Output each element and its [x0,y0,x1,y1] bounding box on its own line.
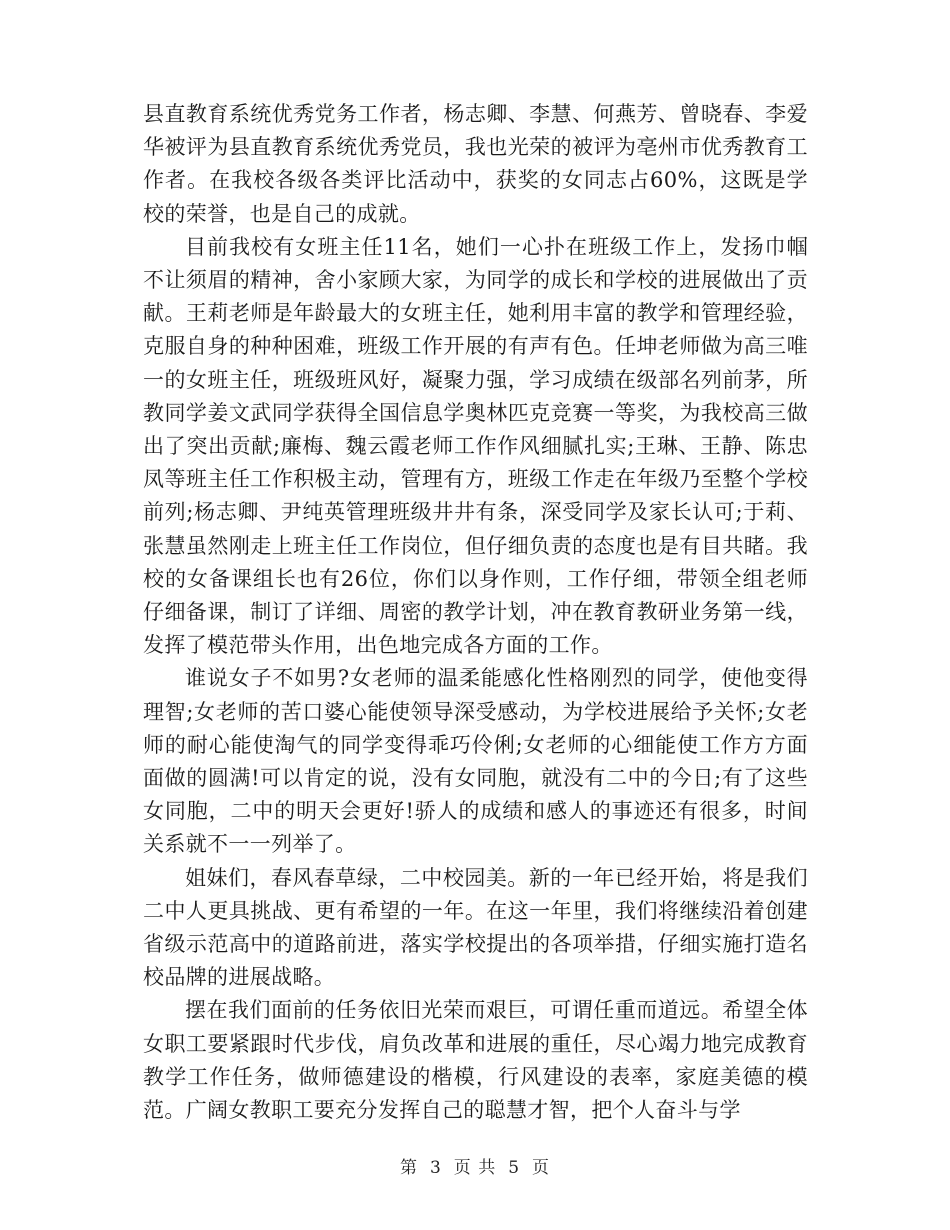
page-label-suffix: 页 [532,1158,551,1178]
page-label-middle: 页 共 [453,1158,497,1178]
total-pages: 5 [508,1158,521,1178]
paragraph-new-year: 姐妹们，春风春草绿，二中校园美。新的一年已经开始，将是我们二中人更具挑战、更有希望的一年。在这一年里，我们将继续沿着创建省级示范高中的道路前进，落实学校提出的各项举措，仔细实施打造名校品牌的进展战略。 [143,865,808,990]
page-number: 3 [429,1158,442,1178]
page-label-prefix: 第 [399,1158,418,1178]
paragraph-tasks-ahead: 摆在我们面前的任务依旧光荣而艰巨，可谓任重而道远。希望全体女职工要紧跟时代步伐，肩负改革和进展的重任，尽心竭力地完成教育教学工作任务，做师德建设的楷模，行风建设的表率，家庭美德的模范。广阔女教职工要充分发挥自己的聪慧才智，把个人奋斗与学 [143,998,808,1123]
paragraph-female-head-teachers: 目前我校有女班主任11名，她们一心扑在班级工作上，发扬巾帼不让须眉的精神，舍小家顾大家，为同学的成长和学校的进展做出了贡献。王莉老师是年龄最大的女班主任，她利用丰富的教学和管理经验，克服自身的种种困难，班级工作开展的有声有色。任坤老师做为高三唯一的女班主任，班级班风好，凝聚力强，学习成绩在级部名列前茅，所教同学姜文武同学获得全国信息学奥林匹克竞赛一等奖，为我校高三做出了突出贡献;廉梅、魏云霞老师工作作风细腻扎实;王琳、王静、陈忠凤等班主任工作积极主动，管理有方，班级工作走在年级乃至整个学校前列;杨志卿、尹纯英管理班级井井有条，深受同学及家长认可;于莉、张慧虽然刚走上班主任工作岗位，但仔细负责的态度也是有目共睹。我校的女备课组长也有26位，你们以身作则，工作仔细，带领全组老师仔细备课，制订了详细、周密的教学计划，冲在教育教研业务第一线，发挥了模范带头作用，出色地完成各方面的工作。 [143,234,808,658]
document-body [143,98,808,1127]
paragraph-female-teachers-qualities: 谁说女子不如男?女老师的温柔能感化性格刚烈的同学，使他变得理智;女老师的苦口婆心能使领导深受感动，为学校进展给予关怀;女老师的耐心能使淘气的同学变得乖巧伶俐;女老师的心细能使工作方方面面做的圆满!可以肯定的说，没有女同胞，就没有二中的今日;有了这些女同胞，二中的明天会更好!骄人的成绩和感人的事迹还有很多，时间关系就不一一列举了。 [143,666,808,857]
page-footer [0,1153,950,1178]
paragraph-continued: 县直教育系统优秀党务工作者，杨志卿、李慧、何燕芳、曾晓春、李爱华被评为县直教育系统优秀党员，我也光荣的被评为亳州市优秀教育工作者。在我校各级各类评比活动中，获奖的女同志占60%，这既是学校的荣誉，也是自己的成就。 [143,102,808,226]
